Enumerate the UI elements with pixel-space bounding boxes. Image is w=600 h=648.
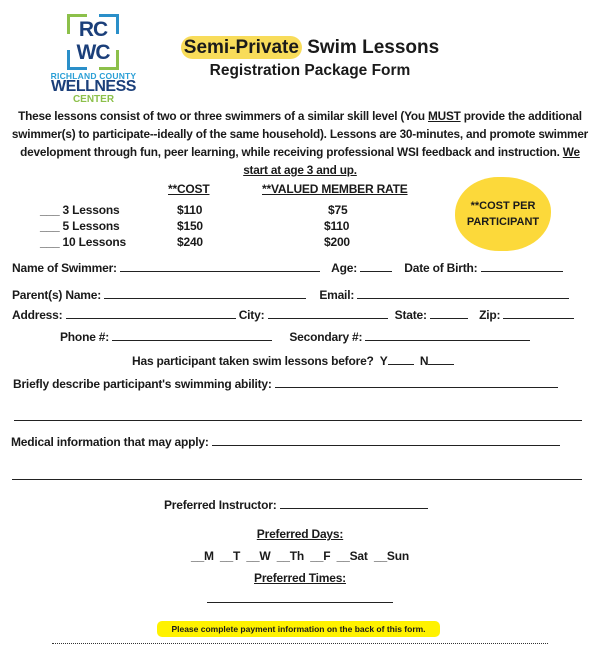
price-row-cost: $110 — [177, 203, 203, 217]
day-t[interactable]: __T — [220, 549, 241, 563]
city-field[interactable] — [268, 308, 388, 319]
address-field[interactable] — [66, 308, 236, 319]
price-row-member: $75 — [328, 203, 348, 217]
preferred-times-field[interactable] — [207, 592, 393, 603]
instructor-field[interactable] — [280, 498, 428, 509]
ability-field-line2[interactable] — [14, 410, 582, 421]
cost-per-participant-badge: **COST PER PARTICIPANT — [455, 177, 551, 251]
day-w[interactable]: __W — [246, 549, 271, 563]
price-row-cost: $240 — [177, 235, 203, 249]
price-row-member: $110 — [324, 219, 350, 233]
dob-field[interactable] — [481, 261, 563, 272]
instructor-row: Preferred Instructor: — [164, 498, 428, 512]
lessons-before-row: Has participant taken swim lessons before? Y N — [132, 354, 454, 368]
ability-field[interactable] — [275, 377, 558, 388]
preferred-times-title: Preferred Times: — [254, 571, 346, 585]
swimmer-name-field[interactable] — [120, 261, 320, 272]
days-row — [0, 549, 600, 563]
day-f[interactable]: __F — [310, 549, 331, 563]
page-title — [160, 36, 460, 60]
logo-mark — [67, 14, 119, 70]
page-subtitle: Registration Package Form — [209, 62, 411, 79]
member-rate-header: **VALUED MEMBER RATE — [262, 182, 408, 196]
logo-line2: WELLNESS — [51, 78, 136, 95]
secondary-phone-field[interactable] — [365, 330, 530, 341]
payment-note: Please complete payment information on the back of this form. — [157, 621, 440, 637]
state-field[interactable] — [430, 308, 468, 319]
yes-field[interactable] — [388, 354, 414, 365]
ability-row: Briefly describe participant's swimming ability: — [13, 377, 558, 391]
logo-line1: RICHLAND COUNTY — [50, 71, 137, 81]
medical-row: Medical information that may apply: — [11, 435, 560, 449]
age-field[interactable] — [360, 261, 392, 272]
zip-field[interactable] — [503, 308, 574, 319]
email-field[interactable] — [357, 288, 569, 299]
title-highlight: Semi-Private — [181, 36, 302, 59]
parent-name-field[interactable] — [104, 288, 306, 299]
cost-header: **COST — [168, 182, 210, 196]
intro-paragraph: These lessons consist of two or three swimmers of a similar skill level (You MUST provide the additional swimmer(s) to participate--ideally of the same household). Lessons are 30-minutes, and promote swimmer development through fun, peer learning, while receiving professional WSI feedback and instruction. We start at age 3 and up. — [11, 109, 589, 177]
price-row-label: ___ 10 Lessons — [40, 235, 126, 249]
no-field[interactable] — [428, 354, 454, 365]
parent-row: Parent(s) Name: Email: — [12, 288, 569, 302]
logo-wc: WC — [76, 41, 110, 64]
medical-field[interactable] — [212, 435, 560, 446]
swimmer-row: Name of Swimmer: Age: Date of Birth: — [12, 261, 563, 275]
address-row: Address: City: State: Zip: — [12, 308, 574, 322]
day-sun[interactable]: __Sun — [373, 549, 409, 563]
day-th[interactable]: __Th — [276, 549, 304, 563]
preferred-days-title: Preferred Days: — [256, 527, 344, 541]
price-row-label: ___ 3 Lessons — [40, 203, 120, 217]
day-m[interactable]: __M — [191, 549, 214, 563]
title-rest: Swim Lessons — [301, 37, 440, 58]
price-row-cost: $150 — [177, 219, 203, 233]
day-sat[interactable]: __Sat — [336, 549, 368, 563]
phone-row: Phone #: Secondary #: — [60, 330, 530, 344]
price-row-member: $200 — [324, 235, 350, 249]
logo-rc: RC — [78, 18, 108, 41]
dotted-divider — [52, 643, 548, 644]
price-row-label: ___ 5 Lessons — [40, 219, 120, 233]
phone-field[interactable] — [112, 330, 272, 341]
logo-line3: CENTER — [72, 94, 115, 105]
medical-field-line2[interactable] — [12, 469, 582, 480]
